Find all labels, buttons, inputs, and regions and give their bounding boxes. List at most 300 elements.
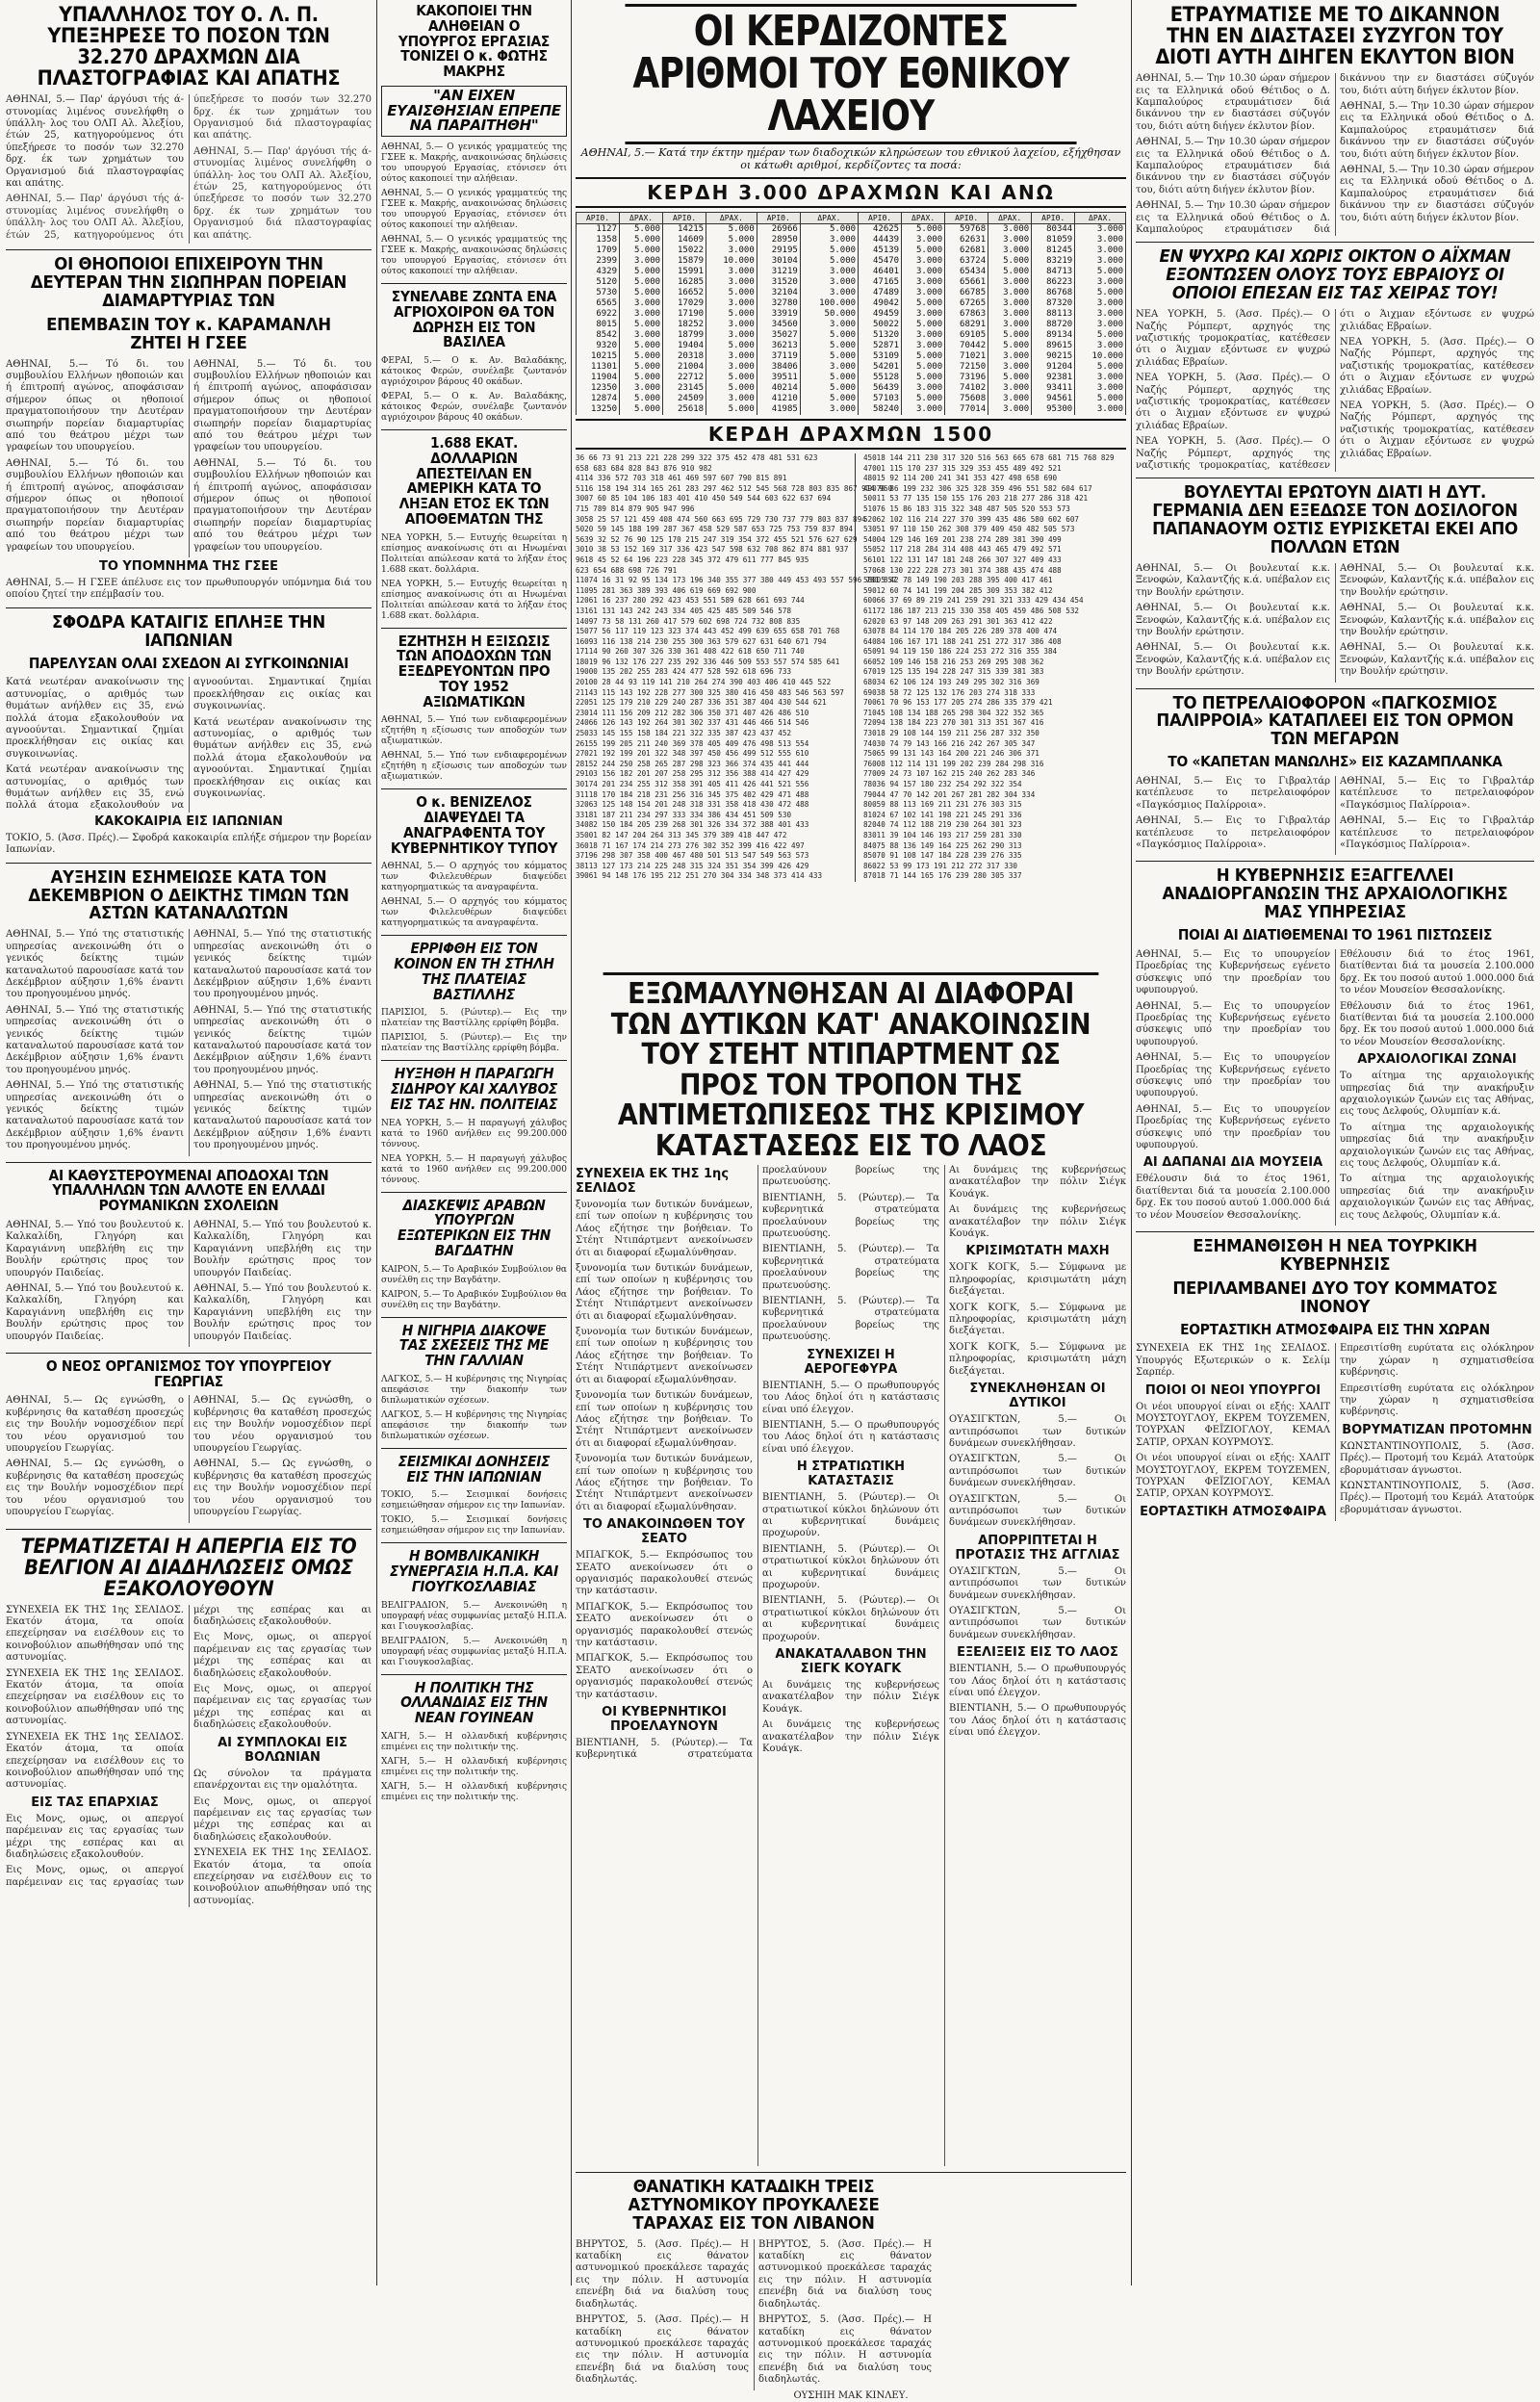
table-cell: 5.000: [902, 320, 945, 330]
table-cell: 3.000: [706, 277, 757, 288]
subheading: ΚΑΚΟΚΑΙΡΙΑ ΕΙΣ ΙΑΠΩΝΙΑΝ: [94, 814, 283, 829]
article-body: ΟΥΑΣΙΓΚΤΩΝ, 5.— Οι αντιπρόσωποι των δυτικών δυνάμεων συνεκλήθησαν.: [949, 1565, 1126, 1601]
table-cell: 5.000: [800, 383, 858, 394]
article-body: ΧΟΓΚ ΚΟΓΚ, 5.— Σύμφωνα με πληροφορίας, κρισιμωτάτη μάχη διεξάγεται.: [949, 1302, 1126, 1337]
table-cell: 21004: [663, 362, 706, 373]
headline-wild-boar: ΣΥΝΕΛΑΒΕ ΖΩΝΤΑ ΕΝΑ ΑΓΡΙΟΧΟΙΡΟΝ ΘΑ ΤΟΝ ΔΩΡΗΣΗ ΕΙΣ ΤΟΝ ΒΑΣΙΛΕΑ: [391, 288, 557, 351]
headline-festive: ΕΟΡΤΑΣΤΙΚΗ ΑΤΜΟΣΦΑΙΡΑ ΕΙΣ ΤΗΝ ΧΩΡΑΝ: [1180, 1320, 1490, 1338]
table-cell: 3.000: [1075, 224, 1126, 236]
headline-makris: ΚΑΚΟΠΟΙΕΙ ΤΗΝ ΑΛΗΘΕΙΑΝ Ο ΥΠΟΥΡΓΟΣ ΕΡΓΑΣΙΑΣ ΤΟΝΙΖΕΙ Ο κ. ΦΩΤΗΣ ΜΑΚΡΗΣ: [398, 2, 551, 80]
draw-number-row: 65091 94 119 150 186 224 253 272 316 355 384: [862, 647, 1058, 657]
table-cell: 81059: [1032, 235, 1075, 245]
table-row: [577, 298, 1126, 309]
draw-number-row: 72094 138 184 223 270 301 313 351 367 416: [862, 718, 1044, 728]
headline-shooting: ΕΤΡΑΥΜΑΤΙΣΕ ΜΕ ΤΟ ΔΙΚΑΝΝΟΝ ΤΗΝ ΕΝ ΔΙΑΣΤΑΣΕΙ ΣΥΖΥΓΟΝ ΤΟΥ ΔΙΟΤΙ ΑΥΤΗ ΔΙΗΓΕΝ ΕΚΛΥΤΟΝ ΒΙΟΝ: [1155, 3, 1515, 69]
table-cell: 77014: [945, 404, 988, 415]
table-header-number: ΑΡΙΘ.: [859, 213, 902, 224]
draw-number-row: 623 654 688 698 726 791: [576, 565, 678, 575]
article-body: Εθέλουσιν διά το έτος 1961, διατίθενται διά τα μουσεία 2.100.000 δρχ. Εκ του ποσού αυτού 1.000.000 διά το νέον Μουσείον Θεσσαλονίκης.: [1136, 1174, 1330, 1221]
article-body: ΝΕΑ ΥΟΡΚΗ, 5.— Ευτυχής θεωρείται η επίσημος ανακοίνωσις ότι αι Ηνωμέναι Πολιτείαι απώλεσαν κατά το λήξαν έτος 1.688 εκατ. δολλάρια.: [381, 532, 567, 575]
headline-lebanon: ΘΑΝΑΤΙΚΗ ΚΑΤΑΔΙΚΗ ΤΡΕΙΣ ΑΣΤΥΝΟΜΙΚΟΥ ΠΡΟΥΚΑΛΕΣΕ ΤΑΡΑΧΑΣ ΕΙΣ ΤΟΝ ΛΙΒΑΝΟΝ: [628, 2177, 880, 2234]
headline-quote: "ΑΝ ΕΙΧΕΝ ΕΥΑΙΣΘΗΣΙΑΝ ΕΠΡΕΠΕ ΝΑ ΠΑΡΑΙΤΗΘΗ": [381, 86, 567, 137]
lottery-section: [576, 0, 1126, 963]
table-cell: 3.000: [620, 298, 663, 309]
table-cell: 3.000: [706, 245, 757, 256]
draw-number-row: 51076 15 86 183 315 322 348 487 505 520 553 573: [862, 504, 1070, 513]
table-cell: 47165: [859, 277, 902, 288]
draw-number-row: 16093 116 138 214 230 255 300 363 579 627 631 640 671 794: [576, 636, 827, 646]
table-cell: 31520: [757, 277, 800, 288]
table-cell: 3.000: [1075, 341, 1126, 351]
article-body: ΝΕΑ ΥΟΡΚΗ, 5. (Άσσ. Πρές).— Ο Ναζής Ρόμπερτ, αρχηγός της ναζιστικής τρομοκρατίας, κατέθεσεν ότι ο Άιχμαν εξόντωσε εν ψυχρώ χιλιάδας Εβραίων.: [1340, 336, 1534, 396]
draw-number-row: 56101 122 131 147 181 248 266 307 327 409 433: [862, 555, 1062, 564]
lottery-headline: ΟΙ ΚΕΡΔΙΖΟΝΤΕΣ ΑΡΙΘΜΟΙ ΤΟΥ ΕΘΝΙΚΟΥ ΛΑΧΕΙΟΥ: [625, 4, 1076, 144]
table-cell: 3.000: [800, 267, 858, 277]
subheading: ΕΟΡΤΑΣΤΙΚΗ ΑΤΜΟΣΦΑΙΡΑ: [1140, 1504, 1326, 1519]
article-body: ΧΑΓΗ, 5.— Η ολλανδική κυβέρνησις επιμένει εις την πολιτικήν της.: [381, 1731, 567, 1752]
article-body: Εις Μονς, ομως, οι απεργοί παρέμειναν εις τας εργασίας των μέχρι της εσπέρας και αι διαδηλώσεις εξακολουθούν.: [6, 1813, 184, 1860]
table-cell: 3.000: [988, 298, 1032, 309]
article-body: ΑΘΗΝΑΙ, 5.— Υπό των ενδιαφερομένων εζητήθη η εξίσωσις των αποδοχών των αξιωματικών.: [381, 715, 567, 747]
article-body: ΑΘΗΝΑΙ, 5.— Οι βουλευταί κ.κ. Ξενοφών, Καλαντζής κ.ά. υπέβαλον εις την Βουλήν ερώτησιν.: [1136, 562, 1330, 598]
table-cell: 100.000: [800, 298, 858, 309]
table-cell: 3.000: [988, 224, 1032, 236]
article-body: ΒΙΕΝΤΙΑΝΗ, 5. (Ρώυτερ).— Τα κυβερνητικά στρατεύματα προελαύνουν βορείως της πρωτευούσης.: [762, 1244, 939, 1291]
article-body: ΒΗΡΥΤΟΣ, 5. (Άσσ. Πρές).— Η καταδίκη εις θάνατον αστυνομικού προεκάλεσε ταραχάς εις την πόλιν. Η αστυνομία επενέβη διά να διαλύση τους διαδηλωτάς.: [758, 2238, 932, 2310]
draw-number-row: 26155 199 205 211 240 369 378 405 409 476 498 513 554: [576, 738, 809, 748]
draw-number-row: 3010 38 53 152 169 317 336 423 547 598 632 708 862 874 881 937: [576, 545, 849, 555]
headline-belgium-strike: ΤΕΡΜΑΤΙΖΕΤΑΙ Η ΑΠΕΡΓΙΑ ΕΙΣ ΤΟ ΒΕΛΓΙΟΝ ΑΙ ΔΙΑΔΗΛΩΣΕΙΣ ΟΜΩΣ ΕΞΑΚΟΛΟΥΘΟΥΝ: [20, 1534, 357, 1600]
table-cell: 5.000: [800, 394, 858, 404]
table-cell: 40214: [757, 383, 800, 394]
table-cell: 54201: [859, 362, 902, 373]
table-cell: 3.000: [988, 245, 1032, 256]
table-cell: 3.000: [988, 404, 1032, 415]
table-cell: 50.000: [800, 309, 858, 320]
headline-price-index: ΑΥΞΗΣΙΝ ΕΣΗΜΕΙΩΣΕ ΚΑΤΑ ΤΟΝ ΔΕΚΕΜΒΡΙΟΝ Ο ΔΕΙΚΤΗΣ ΤΙΜΩΝ ΤΩΝ ΑΣΤΩΝ ΚΑΤΑΝΑΛΩΤΩΝ: [28, 866, 349, 924]
article-body: Το αίτημα της αρχαιολογικής υπηρεσίας διά την ανακήρυξιν αρχαιολογικών ζωνών εις τας Αθήνας, εις τους Δελφούς, Ολυμπίαν κ.ά.: [1340, 1071, 1534, 1118]
table-cell: 5.000: [706, 383, 757, 394]
article-body: ΑΘΗΝΑΙ, 5.— Υπό του βουλευτού κ. Καλκαλίδη, Γληγόρη και Καραγιάννη υπεβλήθη εις την Βουλήν ερώτησις προς τον υπουργόν Παιδείας.: [6, 1219, 184, 1278]
table-cell: 3.000: [902, 256, 945, 267]
article-body: ΑΘΗΝΑΙ, 5.— Υπό της στατιστικής υπηρεσίας ανεκοινώθη ότι ο γενικός δείκτης τιμών καταναλωτού παρουσίασε κατά τον Δεκέμβριον αύξησιν 1,6% έναντι του προηγουμένου μηνός.: [6, 929, 184, 1000]
table-cell: 68291: [945, 320, 988, 330]
article-body: ΑΘΗΝΑΙ, 5.— Εις το Γιβραλτάρ κατέπλευσε το πετρελαιοφόρον «Παγκόσμιος Παλίρροια».: [1136, 815, 1330, 851]
article-body: ΑΘΗΝΑΙ, 5.— Ως εγνώσθη, ο κυβέρνησις θα καταθέση προσεχώς εις την Βουλήν νομοσχέδιον περί του νέου οργανισμού του υπουργείου Γεωργίας.: [193, 1395, 372, 1455]
table-cell: 3.000: [1075, 309, 1126, 320]
article-body: ΑΘΗΝΑΙ, 5.— Την 10.30 ώραν σήμερον εις τα Ελληνικά οδού Θέτιδος ο Δ. Καμπαλούρος ετραυμάτισεν διά δικάννου την εν διαστάσει σύζυγόν του, διότι αύτη διήγεν έκλυτον βίον.: [1136, 73, 1534, 236]
table-cell: 5.000: [706, 224, 757, 236]
subheading: ΠΟΙΟΙ ΟΙ ΝΕΟΙ ΥΠΟΥΡΓΟΙ: [1144, 1382, 1322, 1398]
draw-number-row: 70061 70 96 153 177 205 274 286 335 379 421: [862, 698, 1053, 708]
table-cell: 3.000: [800, 277, 858, 288]
table-header-drachmas: ΔΡΑΧ.: [902, 213, 945, 224]
article-body: ΑΘΗΝΑΙ, 5.— Τό δι. του συμβουλίου Ελλήνων ηθοποιών και ή έπιτροπή αγώνος, αποφάσισαν σήμερον όπως οι ηθοποιοί πραγματοποιήσουν την Δευτέραν σιωπηρήν πορείαν διαμαρτυρίας από του θεάτρου μέχρι των γραφείων του υπουργείου.: [6, 457, 184, 553]
article-body: ΣΥΝΕΧΕΙΑ ΕΚ ΤΗΣ 1ης ΣΕΛΙΔΟΣ. Εκατόν άτομα, τα οποία επεχείρησαν να εισέλθουν εις το κοινοβούλιον απωθήθησαν υπό της αστυνομίας.: [193, 1847, 372, 1906]
article-body: ΑΘΗΝΑΙ, 5.— Εις το υπουργείον Προεδρίας της Κυβερνήσεως εγένετο σύσκεψις υπό την προεδρίαν του υφυπουργού.: [1136, 1052, 1330, 1099]
article-body: ΦΕΡΑΙ, 5.— Ο κ. Αν. Βαλαδάκης, κάτοικος Φερών, συνέλαβε ζωντανόν αγριόχοιρον βάρους 40 οκάδων.: [381, 392, 567, 423]
article-body: ΑΘΗΝΑΙ, 5.— Η ΓΣΕΕ άπέλυσε εις τον πρωθυπουργόν υπόμνημα διά του οποίου ζητεί την επέμβασίν του.: [6, 578, 372, 601]
headline-nigeria: Η ΝΙΓΗΡΙΑ ΔΙΑΚΟΨΕ ΤΑΣ ΣΧΕΣΕΙΣ ΤΗΣ ΜΕ ΤΗΝ ΓΑΛΛΙΑΝ: [398, 1321, 550, 1369]
draw-number-row: 81024 67 102 141 198 221 245 291 336: [862, 810, 1022, 819]
article-body: ΑΘΗΝΑΙ, 5.— Ως εγνώσθη, ο κυβέρνησις θα καταθέση προσεχώς εις την Βουλήν νομοσχέδιον περί του νέου οργανισμού του υπουργείου Γεωργίας.: [6, 1459, 184, 1518]
article-body: ΝΕΑ ΥΟΡΚΗ, 5. (Άσσ. Πρές).— Ο Ναζής Ρόμπερτ, αρχηγός της ναζιστικής τρομοκρατίας, κατέθεσεν ότι ο Άιχμαν εξόντωσε εν ψυχρώ χιλιάδας Εβραίων.: [1136, 373, 1330, 431]
article-body: Εις Μονς, ομως, οι απεργοί παρέμειναν εις τας εργασίας των μέχρι της εσπέρας και αι διαδηλώσεις εξακολουθούν.: [6, 1604, 372, 1888]
table-cell: 3.000: [1075, 383, 1126, 394]
table-cell: 18252: [663, 320, 706, 330]
subheading: Η ΣΤΡΑΤΙΩΤΙΚΗ ΚΑΤΑΣΤΑΣΙΣ: [796, 1459, 906, 1489]
column-rule: [1131, 0, 1132, 2286]
article-body: Εθέλουσιν διά το έτος 1961, διατίθενται διά τα μουσεία 2.100.000 δρχ. Εκ του ποσού αυτού 1.000.000 διά το νέον Μουσείον Θεσσαλονίκης.: [1340, 948, 1534, 996]
headline-japan-storm-sub: ΠΑΡΕΛΥΣΑΝ ΟΛΑΙ ΣΧΕΔΟΝ ΑΙ ΣΥΓΚΟΙΝΩΝΙΑΙ: [28, 654, 349, 672]
table-cell: 3.000: [1075, 235, 1126, 245]
table-cell: 3.000: [706, 320, 757, 330]
article-body: ΟΥΑΣΙΓΚΤΩΝ, 5.— Οι αντιπρόσωποι των δυτικών δυνάμεων συνεκλήθησαν.: [949, 1605, 1126, 1640]
article-signature: ΟΥΣΗΙΗ ΜΑΚ ΚΙΝΛΕΥ.: [793, 2389, 909, 2401]
draw-number-row: 59012 60 74 141 199 204 285 309 353 382 412: [862, 585, 1053, 595]
table-cell: 3.000: [706, 267, 757, 277]
article-body: ΑΘΗΝΑΙ, 5.— Εις το υπουργείον Προεδρίας της Κυβερνήσεως εγένετο σύσκεψις υπό την προεδρίαν του υφυπουργού.: [1136, 1000, 1330, 1047]
headline-inonu: ΠΕΡΙΛΑΜΒΑΝΕΙ ΔΥΟ ΤΟΥ ΚΟΜΜΑΤΟΣ ΙΝΟΝΟΥ: [1172, 1278, 1498, 1317]
table-cell: 5.000: [620, 245, 663, 256]
table-cell: 70442: [945, 341, 988, 351]
table-cell: 5.000: [706, 309, 757, 320]
article-body: ΒΙΕΝΤΙΑΝΗ, 5. (Ρώυτερ).— Τα κυβερνητικά στρατεύματα προελαύνουν βορείως της πρωτευούσης.: [762, 1296, 939, 1343]
table-cell: 5.000: [902, 362, 945, 373]
table-cell: 3.000: [988, 320, 1032, 330]
subheading: ΟΙ ΚΥΒΕΡΝΗΤΙΚΟΙ ΠΡΟΕΛΑΥΝΟΥΝ: [602, 1705, 727, 1735]
draw-number-row: 5639 32 52 76 90 125 170 215 247 319 354 372 455 521 576 627 629: [576, 534, 858, 544]
draw-number-row: 11095 281 363 389 393 406 619 669 692 900: [576, 585, 757, 595]
draw-number-row: 29103 156 182 201 207 258 295 312 356 388 414 427 429: [576, 769, 809, 779]
article-body: ΑΘΗΝΑΙ, 5.— Υπό των ενδιαφερομένων εζητήθη η εξίσωσις των αποδοχών των αξιωματικών.: [381, 751, 567, 783]
headline-gsee-intervention: ΕΠΕΜΒΑΣΙΝ ΤΟΥ κ. ΚΑΡΑΜΑΝΛΗ ΖΗΤΕΙ Η ΓΣΕΕ: [46, 314, 331, 353]
article-body: ΚΩΝΣΤΑΝΤΙΝΟΥΠΟΛΙΣ, 5. (Άσσ. Πρές).— Προτομή του Κεμάλ Ατατούρκ εβορυμάτισαν άγνωστοι.: [1340, 1480, 1534, 1515]
draw-number-row: 19000 135 202 255 283 424 477 528 592 618 696 733: [576, 667, 792, 677]
draw-number-row: 12061 16 237 280 292 423 453 551 589 628 661 693 744: [576, 596, 805, 606]
table-cell: 6922: [577, 309, 620, 320]
table-cell: 16285: [663, 277, 706, 288]
table-cell: 13250: [577, 404, 620, 415]
table-cell: 14609: [663, 235, 706, 245]
prize-band-1500: ΚΕΡΔΗ ΔΡΑΧΜΩΝ 1500: [576, 419, 1126, 450]
article-body: ΒΗΡΥΤΟΣ, 5. (Άσσ. Πρές).— Η καταδίκη εις θάνατον αστυνομικού προεκάλεσε ταραχάς εις την πόλιν. Η αστυνομία επενέβη διά να διαλύση τους διαδηλωτάς.: [758, 2314, 932, 2386]
table-header-drachmas: ΔΡΑΧ.: [1075, 213, 1126, 224]
draw-number-row: 83011 39 104 146 193 217 259 281 330: [862, 830, 1022, 839]
table-cell: 95300: [1032, 404, 1075, 415]
article-body: ΑΘΗΝΑΙ, 5.— Υπό της στατιστικής υπηρεσίας ανεκοινώθη ότι ο γενικός δείκτης τιμών καταναλωτού παρουσίασε κατά τον Δεκέμβριον αύξησιν 1,6% έναντι του προηγουμένου μηνός.: [6, 1080, 184, 1151]
table-cell: 5.000: [902, 245, 945, 256]
article-body: ΚΑΙΡΟΝ, 5.— Το Αραβικόν Συμβούλιον θα συνέλθη εις την Βαγδάτην.: [381, 1264, 567, 1285]
table-cell: 5.000: [988, 330, 1032, 341]
table-cell: 5.000: [620, 277, 663, 288]
headline-tanker: ΤΟ ΠΕΤΡΕΛΑΙΟΦΟΡΟΝ «ΠΑΓΚΟΣΜΙΟΣ ΠΑΛΙΡΡΟΙΑ» ΚΑΤΑΠΛΕΕΙ ΕΙΣ ΤΟΝ ΟΡΜΟΝ ΤΩΝ ΜΕΓΑΡΩΝ: [1156, 692, 1514, 750]
table-cell: 32780: [757, 298, 800, 309]
table-cell: 3.000: [620, 309, 663, 320]
table-cell: 3.000: [988, 288, 1032, 298]
table-row: [577, 394, 1126, 404]
table-cell: 3.000: [988, 351, 1032, 362]
draw-number-row: 79044 47 70 142 201 267 281 282 304 334: [862, 789, 1036, 799]
table-cell: 65434: [945, 267, 988, 277]
table-row: [577, 267, 1126, 277]
table-cell: 3.000: [1075, 298, 1126, 309]
table-cell: 9320: [577, 341, 620, 351]
table-cell: 89615: [1032, 341, 1075, 351]
table-cell: 3.000: [902, 288, 945, 298]
table-header-number: ΑΡΙΘ.: [577, 213, 620, 224]
article-body: ΑΘΗΝΑΙ, 5.— Υπό του βουλευτού κ. Καλκαλίδη, Γληγόρη και Καραγιάννη υπεβλήθη εις την Βουλήν ερώτησις προς τον υπουργόν Παιδείας.: [6, 1282, 184, 1342]
table-cell: 3.000: [800, 362, 858, 373]
draw-number-row: 54004 129 146 169 201 238 274 289 381 390 499: [862, 534, 1062, 544]
table-cell: 31219: [757, 267, 800, 277]
draw-number-row: 63078 84 114 170 184 205 226 289 378 400 474: [862, 627, 1058, 636]
article-body: ΝΕΑ ΥΟΡΚΗ, 5.— Η παραγωγή χάλυβος κατά το 1960 ανήλθεν εις 99.200.000 τόννους.: [381, 1153, 567, 1185]
article-body: ΑΘΗΝΑΙ, 5.— Παρ' άργόυσι τής ά- στυνομίας λιμένος συνελήφθη ο ύπάλλη- λος του ΟΛΠ Αλ. Άλεξίου, έτών 25, κατηγορούμενος ότι ύπεξήρεσε το ποσόν των 32.270 δρχ. έκ των χρημάτων του Οργανισμού διά πλαστογραφίας και απάτης.: [6, 94, 372, 241]
article-body: ΒΙΕΝΤΙΑΝΗ, 5. (Ρώυτερ).— Τα κυβερνητικά στρατεύματα προελαύνουν βορείως της πρωτευούσης.: [576, 1165, 939, 1761]
article-body: ΧΑΓΗ, 5.— Η ολλανδική κυβέρνησις επιμένει εις την πολιτικήν της.: [381, 1756, 567, 1777]
draw-list-left: [576, 453, 897, 882]
table-cell: 5.000: [706, 404, 757, 415]
draw-number-row: 82040 74 112 188 219 230 264 301 323: [862, 820, 1022, 830]
lead-continuation: ΣΥΝΕΧΕΙΑ ΕΚ ΤΗΣ 1ης ΣΕΛΙΔΟΣ: [576, 1167, 730, 1196]
table-cell: 89134: [1032, 330, 1075, 341]
headline-kapetan-manolis: ΤΟ «ΚΑΠΕΤΑΝ ΜΑΝΩΛΗΣ» ΕΙΣ ΚΑΖΑΜΠΛΑΝΚΑ: [1168, 753, 1502, 771]
article-body: ΑΘΗΝΑΙ, 5.— Τό δι. του συμβουλίου Ελλήνων ηθοποιών και ή έπιτροπή αγώνος, αποφάσισαν σήμερον όπως οι ηθοποιοί πραγματοποιήσουν την Δευτέραν σιωπηρήν πορείαν διαμαρτυρίας από του θεάτρου μέχρι των γραφείων του υπουργείου.: [193, 358, 372, 453]
lottery-intro: ΑΘΗΝΑΙ, 5.— Κατά την έκτην ημέραν των διαδοχικών κληρώσεων του εθνικού λαχείου, εξήχθησαν οι κάτωθι αριθμοί, κερδίζοντες τα ποσά:: [580, 146, 1121, 171]
column-left: [6, 0, 372, 2286]
subheading: ΤΟ ΥΠΟΜΝΗΜΑ ΤΗΣ ΓΣΕΕ: [98, 559, 279, 575]
article-body: ΝΕΑ ΥΟΡΚΗ, 5.— Ευτυχής θεωρείται η επίσημος ανακοίνωσις ότι αι Ηνωμέναι Πολιτείαι απώλεσαν κατά το λήξαν έτος 1.688 εκατ. δολλάρια.: [381, 579, 567, 621]
article-body: ΤΟΚΙΟ, 5. (Άσσ. Πρές).— Σφοδρά κακοκαιρία επλήξε σήμερον την βορείαν Ιαπωνίαν.: [6, 832, 372, 856]
table-cell: 3.000: [988, 394, 1032, 404]
subheading: ΑΝΑΚΑΤΑΛΑΒΟΝ ΤΗΝ ΣΙΕΓΚ ΚΟΥΑΓΚ: [775, 1647, 927, 1676]
article-body: ΟΥΑΣΙΓΚΤΩΝ, 5.— Οι αντιπρόσωποι των δυτικών δυνάμεων συνεκλήθησαν.: [949, 1454, 1126, 1489]
draw-number-row: 30174 201 234 255 312 358 391 405 411 426 441 521 556: [576, 780, 809, 788]
article-body: ΚΑΙΡΟΝ, 5.— Το Αραβικόν Συμβούλιον θα συνέλθη εις την Βαγδάτην.: [381, 1289, 567, 1310]
article-body: Επρεσιτίσθη ευρύτατα εις ολόκληρον την χώραν η σχηματισθείσα κυβέρνησις.: [1340, 1382, 1534, 1418]
table-cell: 44439: [859, 235, 902, 245]
table-cell: 3.000: [988, 383, 1032, 394]
table-cell: 37119: [757, 351, 800, 362]
draw-number-row: 86022 53 99 173 191 212 272 317 330: [862, 861, 1017, 870]
table-cell: 36213: [757, 341, 800, 351]
table-cell: 14215: [663, 224, 706, 236]
table-cell: 4329: [577, 267, 620, 277]
article-body: Εις Μονς, ομως, οι απεργοί παρέμειναν εις τας εργασίας των μέχρι της εσπέρας και αι διαδηλώσεις εξακολουθούν.: [193, 1795, 372, 1843]
article-body: ΑΘΗΝΑΙ, 5.— Παρ' άργόυσι τής ά- στυνομίας λιμένος συνελήφθη ο ύπάλλη- λος του ΟΛΠ Αλ. Άλεξίου, έτών 25, κατηγορούμενος ότι ύπεξήρεσε το ποσόν των 32.270 δρχ. έκ των χρημάτων του Οργανισμού διά πλαστογραφίας και απάτης.: [6, 94, 184, 190]
article-body: ΠΑΡΙΣΙΟΙ, 5. (Ρώυτερ).— Εις την πλατείαν της Βαστίλλης ερρίφθη βόμβα.: [381, 1008, 567, 1029]
table-cell: 5.000: [988, 373, 1032, 383]
draw-number-row: 33181 187 211 234 297 333 334 386 434 451 509 530: [576, 810, 792, 819]
draw-number-row: 34082 150 184 205 239 268 301 326 334 372 388 401 433: [576, 820, 809, 830]
table-cell: 5.000: [902, 224, 945, 236]
table-cell: 5.000: [800, 373, 858, 383]
table-cell: 26966: [757, 224, 800, 236]
table-cell: 3.000: [800, 235, 858, 245]
draw-number-row: 17114 90 260 307 326 330 361 408 422 618 650 711 740: [576, 647, 805, 657]
draw-number-row: 3007 60 85 104 106 183 401 410 450 549 544 603 622 637 694: [576, 494, 832, 504]
table-cell: 3.000: [988, 277, 1032, 288]
table-cell: 50022: [859, 320, 902, 330]
draw-number-row: 21143 115 143 192 228 277 300 325 380 416 450 483 546 563 597: [576, 687, 844, 697]
table-cell: 28950: [757, 235, 800, 245]
table-cell: 12874: [577, 394, 620, 404]
table-cell: 19404: [663, 341, 706, 351]
table-cell: 5.000: [620, 224, 663, 236]
article-body: ΝΕΑ ΥΟΡΚΗ, 5. (Άσσ. Πρές).— Ο Ναζής Ρόμπερτ, αρχηγός της ναζιστικής τρομοκρατίας, κατέθεσεν ότι ο Άιχμαν εξόντωσε εν ψυχρώ χιλιάδας Εβραίων.: [1136, 309, 1330, 368]
article-body: ΑΘΗΝΑΙ, 5.— Την 10.30 ώραν σήμερον εις τα Ελληνικά οδού Θέτιδος ο Δ. Καμπαλούρος ετραυμάτισεν διά δικάννου την εν διαστάσει σύζυγόν του, διότι αύτη διήγεν έκλυτον βίον.: [1340, 164, 1534, 223]
article-body: ΜΠΑΓΚΟΚ, 5.— Εκπρόσωπος του ΣΕΑΤΟ ανεκοίνωσεν ότι ο οργανισμός παρακολουθεί στενώς την κατάστασιν.: [576, 1653, 753, 1700]
draw-number-row: 9618 45 52 64 196 223 228 345 372 479 611 777 845 935: [576, 555, 809, 564]
table-cell: 63724: [945, 256, 988, 267]
table-row: [577, 320, 1126, 330]
table-cell: 53109: [859, 351, 902, 362]
draw-number-row: 4114 336 572 703 318 461 469 597 607 790 815 891: [576, 474, 787, 483]
draw-number-row: 37196 298 307 358 400 467 480 501 513 547 549 563 573: [576, 851, 809, 861]
draw-number-row: 74030 74 79 143 166 216 242 267 305 347: [862, 738, 1036, 748]
table-cell: 24509: [663, 394, 706, 404]
table-cell: 5.000: [800, 256, 858, 267]
table-cell: 5.000: [1075, 394, 1126, 404]
table-cell: 1709: [577, 245, 620, 256]
headline-olp-embezzlement: ΥΠΑΛΛΗΛΟΣ ΤΟΥ Ο. Λ. Π. ΥΠΕΞΗΡΕΣΕ ΤΟ ΠΟΣΟΝ ΤΩΝ 32.270 ΔΡΑΧΜΩΝ ΔΙΑ ΠΛΑΣΤΟΓΡΑΦΙΑΣ ΚΑΙ ΑΠΑΤΗΣ: [37, 3, 341, 90]
table-cell: 5.000: [800, 330, 858, 341]
table-cell: 41210: [757, 394, 800, 404]
table-cell: 10.000: [1075, 351, 1126, 362]
table-cell: 5.000: [800, 245, 858, 256]
table-cell: 5120: [577, 277, 620, 288]
draw-number-row: 85070 91 108 147 184 228 239 276 335: [862, 851, 1022, 861]
article-body: ΒΙΕΝΤΙΑΝΗ, 5.— Ο πρωθυπουργός του Λάος δηλοί ότι η κατάστασις είναι υπό έλεγχον.: [762, 1380, 939, 1415]
draw-number-row: 25033 145 155 158 184 221 322 335 387 423 437 452: [576, 729, 792, 738]
draw-number-row: 45018 144 211 230 317 320 516 563 665 678 681 715 768 829: [862, 453, 1115, 462]
article-body: ΑΘΗΝΑΙ, 5.— Υπό της στατιστικής υπηρεσίας ανεκοινώθη ότι ο γενικός δείκτης τιμών καταναλωτού παρουσίασε κατά τον Δεκέμβριον αύξησιν 1,6% έναντι του προηγουμένου μηνός.: [193, 1004, 372, 1075]
article-body: Κατά νεωτέραν ανακοίνωσιν της αστυνομίας, ο αριθμός των θυμάτων ανήλθεν εις 35, ενώ πολλά άτομα εξακολουθούν να αγνοούνται. Σημαντικαί ζημίαι προεκλήθησαν εις οικίας και συγκοινωνίας.: [193, 716, 372, 800]
article-body: ξυνονομία των δυτικών δυνάμεων, επί των οποίων η κυβέρνησις του Λάος εζήτησε την βοήθειαν. Το Στέητ Ντιπάρτμεντ ανεκοίνωσεν ότι αι διαφοραί εξωμαλύνθησαν.: [576, 1200, 753, 1258]
article-body: ΜΠΑΓΚΟΚ, 5.— Εκπρόσωπος του ΣΕΑΤΟ ανεκοίνωσεν ότι ο οργανισμός παρακολουθεί στενώς την κατάστασιν.: [576, 1601, 753, 1648]
table-cell: 10.000: [706, 256, 757, 267]
article-body: ΒΙΕΝΤΙΑΝΗ, 5.— Ο πρωθυπουργός του Λάος δηλοί ότι η κατάστασις είναι υπό έλεγχον.: [762, 1419, 939, 1455]
article-body: Κατά νεωτέραν ανακοίνωσιν της αστυνομίας, ο αριθμός των θυμάτων ανήλθεν εις 35, ενώ πολλά άτομα εξακολουθούν να αγνοούνται. Σημαντικαί ζημίαι προεκλήθησαν εις οικίας και συγκοινωνίας.: [6, 677, 184, 760]
article-body: ΑΘΗΝΑΙ, 5.— Υπό της στατιστικής υπηρεσίας ανεκοινώθη ότι ο γενικός δείκτης τιμών καταναλωτού παρουσίασε κατά τον Δεκέμβριον αύξησιν 1,6% έναντι του προηγουμένου μηνός.: [6, 1004, 184, 1075]
table-cell: 1127: [577, 224, 620, 236]
headline-dollars: 1.688 ΕΚΑΤ. ΔΟΛΛΑΡΙΩΝ ΑΠΕΣΤΕΙΛΑΝ ΕΝ ΑΜΕΡΙΚΗ ΚΑΤΑ ΤΟ ΛΗΞΑΝ ΕΤΟΣ ΕΚ ΤΩΝ ΑΠΟΘΕΜΑΤΩΝ ΤΗΣ: [398, 434, 550, 528]
table-cell: 15991: [663, 267, 706, 277]
headline-eichmann: ΕΝ ΨΥΧΡΩ ΚΑΙ ΧΩΡΙΣ ΟΙΚΤΟΝ Ο ΑΪΧΜΑΝ ΕΞΟΝΤΩΣΕΝ ΟΛΟΥΣ ΤΟΥΣ ΕΒΡΑΙΟΥΣ ΟΙ ΟΠΟΙΟΙ ΕΠΕΣΑΝ ΕΙΣ ΤΑΣ ΧΕΙΡΑΣ ΤΟΥ!: [1159, 246, 1511, 304]
article-body: ΤΟΚΙΟ, 5.— Σεισμικαί δονήσεις εσημειώθησαν σήμερον εις την Ιαπωνίαν.: [381, 1515, 567, 1537]
article-body: ΣΥΝΕΧΕΙΑ ΕΚ ΤΗΣ 1ης ΣΕΛΙΔΟΣ. Υπουργός Εξωτερικών ο κ. Σελίμ Σαρπέρ.: [1136, 1343, 1330, 1379]
table-row: [577, 309, 1126, 320]
column-rule: [376, 0, 377, 2286]
table-cell: 41985: [757, 404, 800, 415]
table-cell: 87320: [1032, 298, 1075, 309]
table-cell: 11904: [577, 373, 620, 383]
headline-venizelos: Ο κ. ΒΕΝΙΖΕΛΟΣ ΔΙΑΨΕΥΔΕΙ ΤΑ ΑΝΑΓΡΑΦΕΝΤΑ ΤΟΥ ΚΥΒΕΡΝΗΤΙΚΟΥ ΤΥΠΟΥ: [390, 793, 558, 857]
article-body: ΑΘΗΝΑΙ, 5.— Υπό της στατιστικής υπηρεσίας ανεκοινώθη ότι ο γενικός δείκτης τιμών καταναλωτού παρουσίασε κατά τον Δεκέμβριον αύξησιν 1,6% έναντι του προηγουμένου μηνός.: [193, 929, 372, 1000]
article-body: ΑΘΗΝΑΙ, 5.— Την 10.30 ώραν σήμερον εις τα Ελληνικά οδού Θέτιδος ο Δ. Καμπαλούρος ετραυμάτισεν διά δικάννου την εν διαστάσει σύζυγόν του, διότι αύτη διήγεν έκλυτον βίον.: [1136, 137, 1330, 195]
draw-number-row: 14097 73 58 131 260 417 579 602 698 724 732 808 835: [576, 616, 801, 626]
article-body: ΑΘΗΝΑΙ, 5.— Ως εγνώσθη, ο κυβέρνησις θα καταθέση προσεχώς εις την Βουλήν νομοσχέδιον περί του νέου οργανισμού του υπουργείου Γεωργίας.: [6, 1395, 184, 1455]
table-cell: 5730: [577, 288, 620, 298]
article-body: ΣΥΝΕΧΕΙΑ ΕΚ ΤΗΣ 1ης ΣΕΛΙΔΟΣ. Εκατόν άτομα, τα οποία επεχείρησαν να εισέλθουν εις το κοινοβούλιον απωθήθησαν υπό της αστυνομίας.: [6, 1731, 184, 1791]
table-cell: 88113: [1032, 309, 1075, 320]
article-body: ΑΘΗΝΑΙ, 5.— Τό δι. του συμβουλίου Ελλήνων ηθοποιών και ή έπιτροπή αγώνος, αποφάσισαν σήμερον όπως οι ηθοποιοί πραγματοποιήσουν την Δευτέραν σιωπηρήν πορείαν διαμαρτυρίας από του θεάτρου μέχρι των γραφείων του υπουργείου.: [6, 358, 184, 453]
article-body: Αι δυνάμεις της κυβερνήσεως ανακατέλαβον την πόλιν Σιέγκ Κουάγκ.: [949, 1165, 1126, 1200]
subheading: ΤΟ ΑΝΑΚΟΙΝΩΘΕΝ ΤΟΥ ΣΕΑΤΟ: [582, 1517, 745, 1547]
article-body: Εις Μονς, ομως, οι απεργοί παρέμειναν εις τας εργασίας των μέχρι της εσπέρας και αι διαδηλώσεις εξακολουθούν.: [193, 1684, 372, 1731]
article-body: Εις Μονς, ομως, οι απεργοί παρέμειναν εις τας εργασίας των μέχρι της εσπέρας και αι διαδηλώσεις εξακολουθούν.: [193, 1632, 372, 1679]
table-cell: 39511: [757, 373, 800, 383]
table-cell: 32104: [757, 288, 800, 298]
table-cell: 3.000: [800, 288, 858, 298]
table-cell: 56439: [859, 383, 902, 394]
table-header-drachmas: ΔΡΑΧ.: [706, 213, 757, 224]
draw-number-row: 36 66 73 91 213 221 228 299 322 375 452 478 481 531 623: [576, 453, 818, 462]
headline-netherlands: Η ΠΟΛΙΤΙΚΗ ΤΗΣ ΟΛΛΑΝΔΙΑΣ ΕΙΣ ΤΗΝ ΝΕΑΝ ΓΟΥΙΝΕΑΝ: [400, 1678, 548, 1726]
article-body: ΑΘΗΝΑΙ, 5.— Οι βουλευταί κ.κ. Ξενοφών, Καλαντζής κ.ά. υπέβαλον εις την Βουλήν ερώτησιν.: [1340, 603, 1534, 637]
table-header-number: ΑΡΙΘ.: [663, 213, 706, 224]
table-cell: 3.000: [1075, 256, 1126, 267]
headline-earthquake: ΣΕΙΣΜΙΚΑΙ ΔΟΝΗΣΕΙΣ ΕΙΣ ΤΗΝ ΙΑΠΩΝΙΑΝ: [398, 1452, 551, 1485]
table-cell: 66785: [945, 288, 988, 298]
table-header-number: ΑΡΙΘ.: [757, 213, 800, 224]
article-body: ΑΘΗΝΑΙ, 5.— Υπό της στατιστικής υπηρεσίας ανεκοινώθη ότι ο γενικός δείκτης τιμών καταναλωτού παρουσίασε κατά τον Δεκέμβριον αύξησιν 1,6% έναντι του προηγουμένου μηνός.: [193, 1080, 372, 1151]
draw-number-row: 38113 127 173 214 225 248 315 324 351 354 399 426 429: [576, 861, 809, 870]
article-body: ΝΕΑ ΥΟΡΚΗ, 5.— Η παραγωγή χάλυβος κατά το 1960 ανήλθεν εις 99.200.000 τόννους.: [381, 1118, 567, 1149]
article-body: ξυνονομία των δυτικών δυνάμεων, επί των οποίων η κυβέρνησις του Λάος εζήτησε την βοήθειαν. Το Στέητ Ντιπάρτμεντ ανεκοίνωσεν ότι αι διαφοραί εξωμαλύνθησαν.: [576, 1263, 753, 1322]
table-cell: 6565: [577, 298, 620, 309]
draw-number-row: 61172 186 187 213 215 330 358 405 459 486 508 532: [862, 606, 1079, 615]
draw-number-row: 13161 131 143 242 243 334 405 425 485 509 546 578: [576, 606, 792, 615]
headline-japan-storm: ΣΦΟΔΡΑ ΚΑΤΑΙΓΙΣ ΕΠΛΗΞΕ ΤΗΝ ΙΑΠΩΝΙΑΝ: [52, 611, 325, 651]
table-cell: 72150: [945, 362, 988, 373]
draw-number-row: 80059 88 113 169 211 231 276 303 315: [862, 800, 1022, 810]
table-row: [577, 373, 1126, 383]
article-body: ΑΘΗΝΑΙ, 5.— Ο αρχηγός του κόμματος των Φιλελευθέρων διαψεύδει κατηγορηματικώς τα αναγραφέντα.: [381, 862, 567, 893]
table-cell: 5.000: [706, 373, 757, 383]
table-cell: 3.000: [706, 362, 757, 373]
table-row: [577, 351, 1126, 362]
article-body: ΑΘΗΝΑΙ, 5.— Υπό του βουλευτού κ. Καλκαλίδη, Γληγόρη και Καραγιάννη υπεβλήθη εις την Βουλήν ερώτησις προς τον υπουργόν Παιδείας.: [193, 1282, 372, 1342]
table-cell: 11301: [577, 362, 620, 373]
headline-laos: ΕΞΩΜΑΛΥΝΘΗΣΑΝ ΑΙ ΔΙΑΦΟΡΑΙ ΤΩΝ ΔΥΤΙΚΩΝ ΚΑΤ' ΑΝΑΚΟΙΝΩΣΙΝ ΤΟΥ ΣΤΕΗΤ ΝΤΙΠΑΡΤΜΕΝΤ ΩΣ ΠΡΟΣ ΤΟΝ ΤΡΟΠΟΝ ΤΗΣ ΑΝΤΙΜΕΤΩΠΙΣΕΩΣ ΤΗΣ ΚΡΙΣΙΜΟΥ ΚΑΤΑΣΤΑΣΕΩΣ ΕΙΣ ΤΟ ΛΑΟΣ: [603, 972, 1099, 1161]
headline-papanaoum: ΒΟΥΛΕΥΤΑΙ ΕΡΩΤΟΥΝ ΔΙΑΤΙ Η ΔΥΤ. ΓΕΡΜΑΝΙΑ ΔΕΝ ΕΞΕΔΩΣΕ ΤΟΝ ΔΟΣΙΛΟΓΟΝ ΠΑΠΑΝΑΟΥΜ ΟΣΤΙΣ ΕΥΡΙΣΚΕΤΑΙ ΕΚΕΙ ΑΠΟ ΠΟΛΛΩΝ ΕΤΩΝ: [1152, 482, 1518, 558]
draw-number-row: 32063 125 148 154 201 248 318 331 358 418 430 472 488: [576, 800, 809, 810]
column-right: [1136, 0, 1534, 2286]
draw-number-row: 20100 28 44 93 119 141 210 264 274 390 403 406 410 445 522: [576, 678, 832, 687]
article-body: ξυνονομία των δυτικών δυνάμεων, επί των οποίων η κυβέρνησις του Λάος εζήτησε την βοήθειαν. Το Στέητ Ντιπάρτμεντ ανεκοίνωσεν ότι αι διαφοραί εξωμαλύνθησαν.: [576, 1390, 753, 1449]
table-cell: 90215: [1032, 351, 1075, 362]
table-cell: 49042: [859, 298, 902, 309]
table-row: [577, 330, 1126, 341]
article-body: ξυνονομία των δυτικών δυνάμεων, επί των οποίων η κυβέρνησις του Λάος εζήτησε την βοήθειαν. Το Στέητ Ντιπάρτμεντ ανεκοίνωσεν ότι αι διαφοραί εξωμαλύνθησαν.: [576, 1454, 753, 1512]
article-body: ΠΑΡΙΣΙΟΙ, 5. (Ρώυτερ).— Εις την πλατείαν της Βαστίλλης ερρίφθη βόμβα.: [381, 1033, 567, 1054]
laos-section: [576, 969, 1126, 2401]
draw-number-row: 78036 94 157 180 232 254 292 322 354: [862, 780, 1022, 788]
table-cell: 5.000: [800, 224, 858, 236]
table-cell: 71021: [945, 351, 988, 362]
table-cell: 5.000: [620, 362, 663, 373]
draw-number-row: 68034 62 106 124 193 249 295 302 316 369: [862, 678, 1040, 687]
article-body: ΦΕΡΑΙ, 5.— Ο κ. Αν. Βαλαδάκης, κάτοικος Φερών, συνέλαβε ζωντανόν αγριόχοιρον βάρους 40 οκάδων.: [381, 356, 567, 387]
table-cell: 3.000: [706, 351, 757, 362]
article-body: ΑΘΗΝΑΙ, 5.— Εις το Γιβραλτάρ κατέπλευσε το πετρελαιοφόρον «Παγκόσμιος Παλίρροια».: [1340, 815, 1534, 851]
table-cell: 57103: [859, 394, 902, 404]
article-body: ΑΘΗΝΑΙ, 5.— Την 10.30 ώραν σήμερον εις τα Ελληνικά οδού Θέτιδος ο Δ. Καμπαλούρος ετραυμάτισεν διά δικάννου την εν διαστάσει σύζυγόν του, διότι αύτη διήγεν έκλυτον βίον.: [1340, 100, 1534, 160]
article-body: Επρεσιτίσθη ευρύτατα εις ολόκληρον την χώραν η σχηματισθείσα κυβέρνησις.: [1340, 1343, 1534, 1379]
table-cell: 16652: [663, 288, 706, 298]
